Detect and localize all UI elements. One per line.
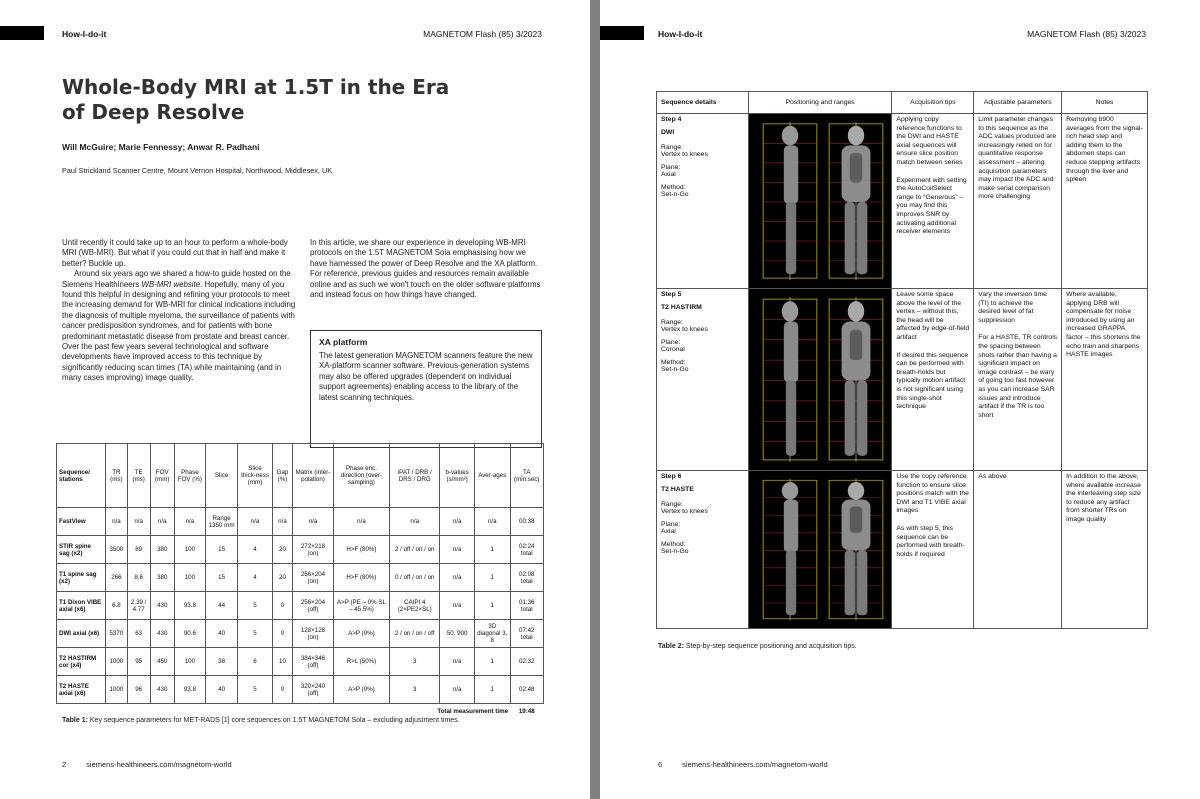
paragraph-2: Around six years ago we shared a how-to guide hosted on the Siemens Healthineers WB-MRI website. Hopefully, many of you found this helpful in designing and refining your protocols to meet the increasing demand for WB-MRI for clinical indications including the diagnosis of multiple myeloma, the surveillance of patients with cancer predisposition syndromes, and for patients with bone predominant metastatic disease from prostate and breast cancer. Over the past few years several technological and software developments have improved access to this technique by significantly reducing scan times (TA) while maintaining (and in many cases improving) image quality.	[62, 269, 296, 383]
table1-cell: A>P (0%)	[333, 620, 389, 648]
range-value: Vertex to knees	[661, 151, 708, 158]
table1-cell: 100	[174, 564, 205, 592]
table1-header-cell: Slice	[205, 444, 237, 508]
table1-cell: n/a	[440, 676, 475, 704]
sagittal-scan-image	[759, 118, 821, 284]
table1-header-cell: Aver-ages	[474, 444, 510, 508]
table2-header-cell: Acquisition tips	[892, 92, 974, 114]
table1-cell: T1 Dixon VIBE axial (x6)	[57, 592, 106, 620]
step-table	[656, 91, 1148, 629]
table1-cell: 95	[127, 648, 150, 676]
plane-value: Axial	[661, 528, 676, 535]
table1-cell: 3500	[106, 536, 128, 564]
acquisition-tip: Use the copy reference function to ensure slice positions match with the DWI and T1 VIBE axial images	[896, 473, 969, 515]
acquisition-tips-cell	[892, 289, 974, 471]
plane-label: Plane:	[661, 164, 681, 171]
table1-cell: 0	[272, 676, 292, 704]
table1-cell: 5	[238, 676, 272, 704]
table1-header-cell: TA (min:sec)	[510, 444, 543, 508]
acquisition-tip: Experiment with setting the AutoCoilSelect range to “Generous” – you may find this improves SNR by activating additional receiver elements	[896, 176, 967, 236]
table2-caption: Table 2: Step-by-step sequence positioning and acquisition tips.	[658, 643, 857, 650]
table1-cell: 89	[127, 536, 150, 564]
table1-cell: n/a	[474, 508, 510, 536]
table1-header-cell: Sequence/ stations	[57, 444, 106, 508]
table1-header-cell: Phase enc. direction (over-sampling)	[333, 444, 389, 508]
table1-header-cell: b-values (s/mm²)	[440, 444, 475, 508]
table1-cell: 3D diagonal 3, 8	[474, 620, 510, 648]
positioning-image-cell	[748, 114, 892, 289]
table1-row	[57, 536, 544, 564]
table2-body	[657, 114, 1148, 629]
table1-cell: n/a	[272, 508, 292, 536]
table1-cell: 128×128 (on)	[293, 620, 334, 648]
table2-header-row	[657, 92, 1148, 114]
header-section: How-I-do-it	[62, 29, 107, 39]
article-affiliation: Paul Strickland Scanner Centre, Mount Vernon Hospital, Northwood, Middlesex, UK	[62, 166, 333, 175]
sequence-parameters-table	[56, 443, 544, 720]
table1-cell: 15	[205, 564, 237, 592]
adjustable-parameters-cell	[974, 289, 1062, 471]
table1-cell: 10	[272, 648, 292, 676]
right-footer	[658, 760, 828, 769]
table1-cell: 0	[272, 592, 292, 620]
table1-cell: n/a	[440, 648, 475, 676]
table1-header-cell: iPAT / DRB / DRS / DRG	[390, 444, 440, 508]
table1-cell: 07:42 total	[510, 620, 543, 648]
table1-header-row	[57, 444, 544, 508]
table1-cell: 01:36 total	[510, 592, 543, 620]
coronal-scan-image	[825, 118, 887, 284]
table1-cell: 96	[127, 676, 150, 704]
table1-cell: 272×218 (on)	[293, 536, 334, 564]
table2-row	[657, 289, 1148, 471]
method-value: Set-n-Go	[661, 191, 689, 198]
table1-cell: 430	[150, 592, 174, 620]
method-label: Method:	[661, 541, 686, 548]
table1-cell: 380	[150, 536, 174, 564]
table1-cell: n/a	[390, 508, 440, 536]
sequence-name: T2 HASTIRM	[661, 304, 702, 311]
page-number: 6	[658, 760, 663, 769]
table1-cell: 1	[474, 676, 510, 704]
wb-mri-website-link[interactable]: WB-MRI website	[141, 279, 201, 289]
table1-cell: H>F (80%)	[333, 536, 389, 564]
table1-cell: 00:38	[510, 508, 543, 536]
table2-row	[657, 114, 1148, 289]
method-label: Method:	[661, 184, 686, 191]
table1-cell: 44	[205, 592, 237, 620]
adjustable-parameters-cell	[974, 471, 1062, 629]
paragraph-1: Until recently it could take up to an hour to perform a whole-body MRI (WB-MRI). But what if you could cut that in half and make it better? Buckle up.	[62, 238, 288, 268]
method-label: Method:	[661, 359, 686, 366]
page-number: 2	[62, 760, 67, 769]
adjustable-parameter: For a HASTE, TR controls the spacing between shots rather than having a significant impact on image contrast – be wary of going too fast however as you can increase SAR issues and introduce artifact if the TR is too short	[978, 334, 1058, 419]
table2-header-cell: Notes	[1062, 92, 1148, 114]
header-magazine: MAGNETOM Flash (85) 3/2023	[1027, 29, 1146, 39]
table1-cell: 02:48	[510, 676, 543, 704]
table1-cell: 93.8	[174, 676, 205, 704]
acquisition-tips-cell	[892, 471, 974, 629]
table1-cell: n/a	[440, 564, 475, 592]
acquisition-tips-cell	[892, 114, 974, 289]
plane-label: Plane:	[661, 339, 681, 346]
table1-cell: H>F (80%)	[333, 564, 389, 592]
table1-cell: STIR spine sag (x2)	[57, 536, 106, 564]
left-page	[0, 0, 590, 799]
xa-box-text: The latest generation MAGNETOM scanners feature the new XA-platform scanner software. Previous-generation systems may also be offered upgrades (dependent on individual support agreements) enabling access to the library of the latest scanning techniques.	[319, 351, 533, 402]
range-label: Range:	[661, 144, 683, 151]
table1-cell: 15	[205, 536, 237, 564]
table1-cell: n/a	[440, 508, 475, 536]
sagittal-scan-icon	[759, 475, 821, 624]
adjustable-parameter: Limit parameter changes to this sequence as the ADC values produced are increasingly relied on for quantitative response assessment – altering acquisition parameters may impact the ADC and make serial comparison more challenging	[978, 116, 1057, 201]
table1-cell: 384×346 (off)	[293, 648, 334, 676]
table1-cell: T2 HASTE axial (x6)	[57, 676, 106, 704]
table1-cell: 430	[150, 620, 174, 648]
table1-cell: 5370	[106, 620, 128, 648]
table1-caption: Table 1: Key sequence parameters for MET-RADS [1] core sequences on 1.5T MAGNETOM Sola – excluding adjustment times.	[62, 717, 460, 724]
positioning-image-cell	[748, 471, 892, 629]
coronal-scan-icon	[825, 293, 887, 466]
coronal-scan-icon	[825, 475, 887, 624]
table1-cell: 38	[205, 648, 237, 676]
table1-cell: 0 / off / on / on	[390, 564, 440, 592]
sagittal-scan-icon	[759, 118, 821, 284]
table1-cell: 02:08 total	[510, 564, 543, 592]
footer-url[interactable]: siemens-healthineers.com/magnetom-world	[86, 760, 232, 769]
table1-header-cell: Phase FOV (%)	[174, 444, 205, 508]
table1-cell: 256×204 (off)	[293, 592, 334, 620]
sagittal-scan-icon	[759, 293, 821, 466]
table1-cell: 90.6	[174, 620, 205, 648]
body-column-1	[62, 238, 298, 384]
table1-cell: n/a	[106, 508, 128, 536]
table1-cell: n/a	[127, 508, 150, 536]
total-label: Total measurement time	[57, 704, 511, 720]
table1-cell: 256×204 (on)	[293, 564, 334, 592]
table2-header-cell: Adjustable parameters	[974, 92, 1062, 114]
sequence-details-cell	[657, 114, 749, 289]
table1-header-cell: Matrix (inter-polation)	[293, 444, 334, 508]
table1-cell: 4	[238, 536, 272, 564]
adjustable-parameter: Vary the inversion time (TI) to achieve the desired level of fat suppression	[978, 291, 1047, 324]
table1-cell: 40	[205, 620, 237, 648]
notes-cell: In addition to the above, where available increase the interleaving step size to reduce any artifact from shorter TRs on image quality	[1062, 471, 1148, 629]
table1-cell: DWI axial (x6)	[57, 620, 106, 648]
table2-row	[657, 471, 1148, 629]
total-value: 19:48	[510, 704, 543, 720]
table1-cell: n/a	[440, 536, 475, 564]
coronal-scan-image	[825, 475, 887, 624]
plane-value: Axial	[661, 171, 676, 178]
table1-cell: 2 / off / on / on	[390, 536, 440, 564]
table1-cell: 02:24 total	[510, 536, 543, 564]
table1-cell: 2 / on / on / off	[390, 620, 440, 648]
table1-cell: T2 HASTIRM cor (x4)	[57, 648, 106, 676]
xa-platform-box	[310, 330, 542, 448]
acquisition-tip: Leave some space above the level of the vertex – without this, the head will be affected by edge-of-field artifact	[896, 291, 970, 341]
table1-cell: 1	[474, 536, 510, 564]
table1-cell: Range 1350 mm	[205, 508, 237, 536]
table1-cell: T1 spine sag (x2)	[57, 564, 106, 592]
table1-cell: A>P (PE – 0% SL – 45.5%)	[333, 592, 389, 620]
adjustable-parameters-cell	[974, 114, 1062, 289]
adjustable-parameter: As above	[978, 473, 1007, 480]
notes-cell: Where available, applying DRB will compensate for noise introduced by using an increased GRAPPA factor – this shortens the echo train and sharpens HASTE images	[1062, 289, 1148, 471]
positioning-image-cell	[748, 289, 892, 471]
xa-box-title: XA platform	[319, 337, 368, 347]
step-label: Step 4	[661, 116, 682, 123]
paragraph-3: In this article, we share our experience in developing WB-MRI protocols on the 1.5T MAGNETOM Sola emphasising how we have harnessed the power of Deep Resolve and the XA platform. For reference, previous guides and resources remain available online and as such we won't touch on the older software platforms and instead focus on how things have changed.	[310, 238, 541, 300]
footer-url[interactable]: siemens-healthineers.com/magnetom-world	[682, 760, 828, 769]
table1-row	[57, 592, 544, 620]
table1-cell: 6	[238, 648, 272, 676]
table1-header-cell: Gap (%)	[272, 444, 292, 508]
header-section: How-I-do-it	[658, 29, 703, 39]
table1-cell: 20	[272, 536, 292, 564]
table1-cell: 100	[174, 648, 205, 676]
table1-cell: 20	[272, 564, 292, 592]
left-footer	[62, 760, 232, 769]
method-value: Set-n-Go	[661, 366, 689, 373]
table1-cell: 6.8	[106, 592, 128, 620]
table1-cell: 100	[174, 536, 205, 564]
coronal-scan-image	[825, 293, 887, 466]
table1-cell: 3	[390, 648, 440, 676]
table1-header-cell: TE (ms)	[127, 444, 150, 508]
table1-cell: n/a	[150, 508, 174, 536]
range-value: Vertex to knees	[661, 326, 708, 333]
table1-cell: 1000	[106, 676, 128, 704]
header-magazine: MAGNETOM Flash (85) 3/2023	[423, 29, 542, 39]
table2-header-cell: Positioning and ranges	[748, 92, 892, 114]
table1-cell: 8.6	[127, 564, 150, 592]
table2-header-cell: Sequence details	[657, 92, 749, 114]
header-bar	[0, 26, 44, 40]
range-value: Vertex to knees	[661, 508, 708, 515]
table1-cell: 50, 900	[440, 620, 475, 648]
plane-label: Plane:	[661, 521, 681, 528]
table1-cell: n/a	[293, 508, 334, 536]
acquisition-tip: Applying copy reference functions to the DWI and HASTE axial sequences will ensure slice position match between series	[896, 116, 963, 166]
table1-cell: n/a	[440, 592, 475, 620]
range-label: Range:	[661, 501, 683, 508]
table1-cell: 380	[150, 564, 174, 592]
table1-cell: n/a	[174, 508, 205, 536]
sagittal-scan-image	[759, 293, 821, 466]
table1-body	[57, 508, 544, 720]
acquisition-tip: As with step 5, this sequence can be performed with breath-holds if required	[896, 524, 965, 558]
acquisition-tip: If desired this sequence can be performed with breath-holds but typically motion artifact is not significant using this single-shot technique	[896, 351, 969, 411]
table1-cell: FastView	[57, 508, 106, 536]
table1-cell: 450	[150, 648, 174, 676]
table1-cell: A>P (0%)	[333, 676, 389, 704]
table1-cell: 3	[390, 676, 440, 704]
table1-cell: R>L (50%)	[333, 648, 389, 676]
table1-cell: 0	[272, 620, 292, 648]
sequence-name: T2 HASTE	[661, 486, 694, 493]
table1-header-cell: FOV (mm)	[150, 444, 174, 508]
method-value: Set-n-Go	[661, 548, 689, 555]
table1-row	[57, 564, 544, 592]
table1-cell: 02:32	[510, 648, 543, 676]
table1-cell: 2.39 / 4.77	[127, 592, 150, 620]
coronal-scan-icon	[825, 118, 887, 284]
sequence-name: DWI	[661, 129, 675, 136]
table1-cell: n/a	[333, 508, 389, 536]
table1-row	[57, 508, 544, 536]
range-label: Range:	[661, 319, 683, 326]
body-column-2	[310, 238, 542, 300]
step-label: Step 5	[661, 291, 682, 298]
header-bar	[600, 26, 644, 40]
table1-row	[57, 648, 544, 676]
plane-value: Coronal	[661, 346, 685, 353]
sequence-details-cell	[657, 289, 749, 471]
table1-cell: 63	[127, 620, 150, 648]
article-authors: Will McGuire; Marie Fennessy; Anwar R. Padhani	[62, 142, 260, 152]
table1-row	[57, 620, 544, 648]
notes-cell: Removing b900 averages from the signal-rich head step and adding them to the abdomen steps can reduce stepping artifacts through the liver and spleen	[1062, 114, 1148, 289]
table1-cell: 40	[205, 676, 237, 704]
table1-cell: 1	[474, 592, 510, 620]
table1-cell: 266	[106, 564, 128, 592]
table1-cell: 430	[150, 676, 174, 704]
table1-cell: 5	[238, 620, 272, 648]
article-title: Whole-Body MRI at 1.5T in the Era of Deep Resolve	[62, 75, 450, 124]
sagittal-scan-image	[759, 475, 821, 624]
table1-cell: 4	[238, 564, 272, 592]
table1-cell: 1	[474, 564, 510, 592]
table1-cell: 1	[474, 648, 510, 676]
table1-cell: 93.8	[174, 592, 205, 620]
table1-cell: 1000	[106, 648, 128, 676]
table1-cell: 320×240 (off)	[293, 676, 334, 704]
table1-row	[57, 676, 544, 704]
table1-cell: n/a	[238, 508, 272, 536]
right-page	[600, 0, 1200, 799]
sequence-details-cell	[657, 471, 749, 629]
step-label: Step 6	[661, 473, 682, 480]
table1-cell: 5	[238, 592, 272, 620]
table1-header-cell: Slice thick-ness (mm)	[238, 444, 272, 508]
table1-cell: CAIPI 4 (2×PE2×SL)	[390, 592, 440, 620]
table1-header-cell: TR (ms)	[106, 444, 128, 508]
